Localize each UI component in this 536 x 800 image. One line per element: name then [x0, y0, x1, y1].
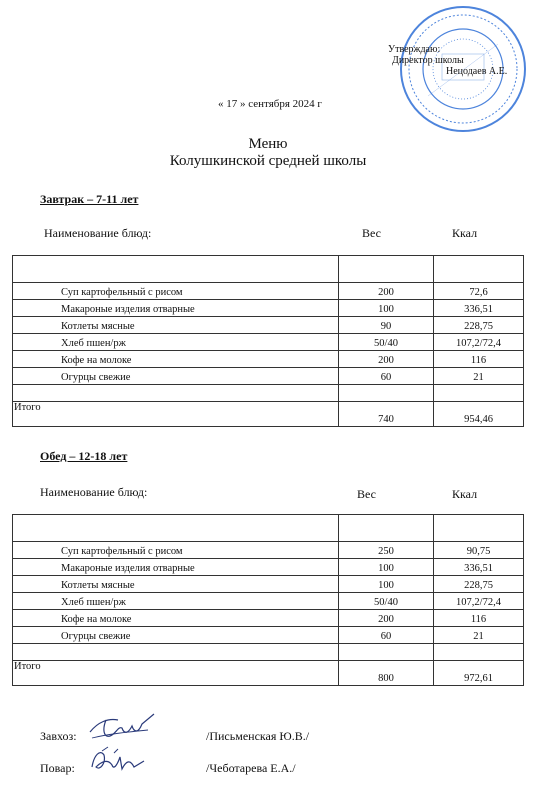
table-row [13, 644, 524, 661]
dish-name: Хлеб пшен/рж [13, 334, 339, 351]
page-subtitle: Колушкинской средней школы [169, 153, 367, 169]
cook-name: /Чеботарева Е.А./ [206, 761, 296, 775]
table-row [13, 542, 524, 559]
dish-kcal: 107,2/72,4 [434, 334, 524, 351]
dish-kcal: 107,2/72,4 [434, 593, 524, 610]
table-row [13, 576, 524, 593]
cook-signature-icon [88, 745, 148, 777]
table-row [13, 334, 524, 351]
table-row [13, 256, 524, 283]
total-weight: 740 [339, 402, 434, 427]
table-row [13, 385, 524, 402]
storekeeper-name: /Письменская Ю.В./ [206, 729, 310, 743]
dish-name: Котлеты мясные [13, 576, 339, 593]
dish-weight: 200 [339, 351, 434, 368]
table-row [13, 283, 524, 300]
dish-name: Кофе на молоке [13, 610, 339, 627]
dish-kcal: 336,51 [434, 559, 524, 576]
dish-weight: 50/40 [339, 593, 434, 610]
dish-weight: 90 [339, 317, 434, 334]
storekeeper-label: Завхоз: [40, 729, 77, 743]
table-row [13, 593, 524, 610]
dish-name: Котлеты мясные [13, 317, 339, 334]
lunch-col-name: Наименование блюд: [40, 485, 148, 499]
breakfast-table [12, 255, 524, 427]
dish-name: Макароные изделия отварные [13, 300, 339, 317]
lunch-table [12, 514, 524, 686]
total-label: Итого [13, 402, 339, 427]
total-kcal: 954,46 [434, 402, 524, 427]
document-date: « 17 » сентября 2024 г [218, 98, 322, 110]
dish-name: Суп картофельный с рисом [13, 283, 339, 300]
total-label: Итого [13, 661, 339, 686]
dish-weight: 250 [339, 542, 434, 559]
dish-weight: 100 [339, 576, 434, 593]
dish-kcal: 228,75 [434, 576, 524, 593]
cook-label: Повар: [40, 761, 75, 775]
table-row [13, 627, 524, 644]
total-kcal: 972,61 [434, 661, 524, 686]
dish-kcal: 72,6 [434, 283, 524, 300]
breakfast-col-name: Наименование блюд: [44, 226, 152, 240]
breakfast-col-kcal: Ккал [452, 226, 478, 240]
dish-kcal: 21 [434, 627, 524, 644]
table-row [13, 368, 524, 385]
dish-kcal: 116 [434, 610, 524, 627]
dish-name: Хлеб пшен/рж [13, 593, 339, 610]
table-row-total [13, 661, 524, 686]
dish-kcal: 116 [434, 351, 524, 368]
table-row [13, 351, 524, 368]
approval-line-3: Нецодаев А.Е. [446, 66, 508, 77]
table-row [13, 610, 524, 627]
dish-name: Суп картофельный с рисом [13, 542, 339, 559]
dish-name: Кофе на молоке [13, 351, 339, 368]
table-row [13, 300, 524, 317]
table-row [13, 515, 524, 542]
dish-name: Огурцы свежие [13, 368, 339, 385]
table-row-total [13, 402, 524, 427]
dish-weight: 60 [339, 368, 434, 385]
lunch-col-weight: Вес [357, 487, 376, 501]
approval-line-2: Директор школы [392, 55, 464, 66]
breakfast-heading: Завтрак – 7-11 лет [40, 192, 139, 206]
dish-kcal: 228,75 [434, 317, 524, 334]
page-title: Меню [248, 136, 288, 152]
breakfast-col-weight: Вес [362, 226, 381, 240]
dish-kcal: 21 [434, 368, 524, 385]
dish-weight: 100 [339, 559, 434, 576]
lunch-col-kcal: Ккал [452, 487, 478, 501]
dish-weight: 200 [339, 283, 434, 300]
dish-weight: 100 [339, 300, 434, 317]
storekeeper-signature-icon [88, 712, 158, 744]
lunch-heading: Обед – 12-18 лет [40, 449, 128, 463]
dish-name: Макароные изделия отварные [13, 559, 339, 576]
approval-block [388, 44, 528, 77]
dish-kcal: 336,51 [434, 300, 524, 317]
dish-kcal: 90,75 [434, 542, 524, 559]
table-row [13, 317, 524, 334]
approval-line-1: Утверждаю: [388, 44, 441, 55]
total-weight: 800 [339, 661, 434, 686]
dish-name: Огурцы свежие [13, 627, 339, 644]
dish-weight: 50/40 [339, 334, 434, 351]
dish-weight: 60 [339, 627, 434, 644]
table-row [13, 559, 524, 576]
dish-weight: 200 [339, 610, 434, 627]
